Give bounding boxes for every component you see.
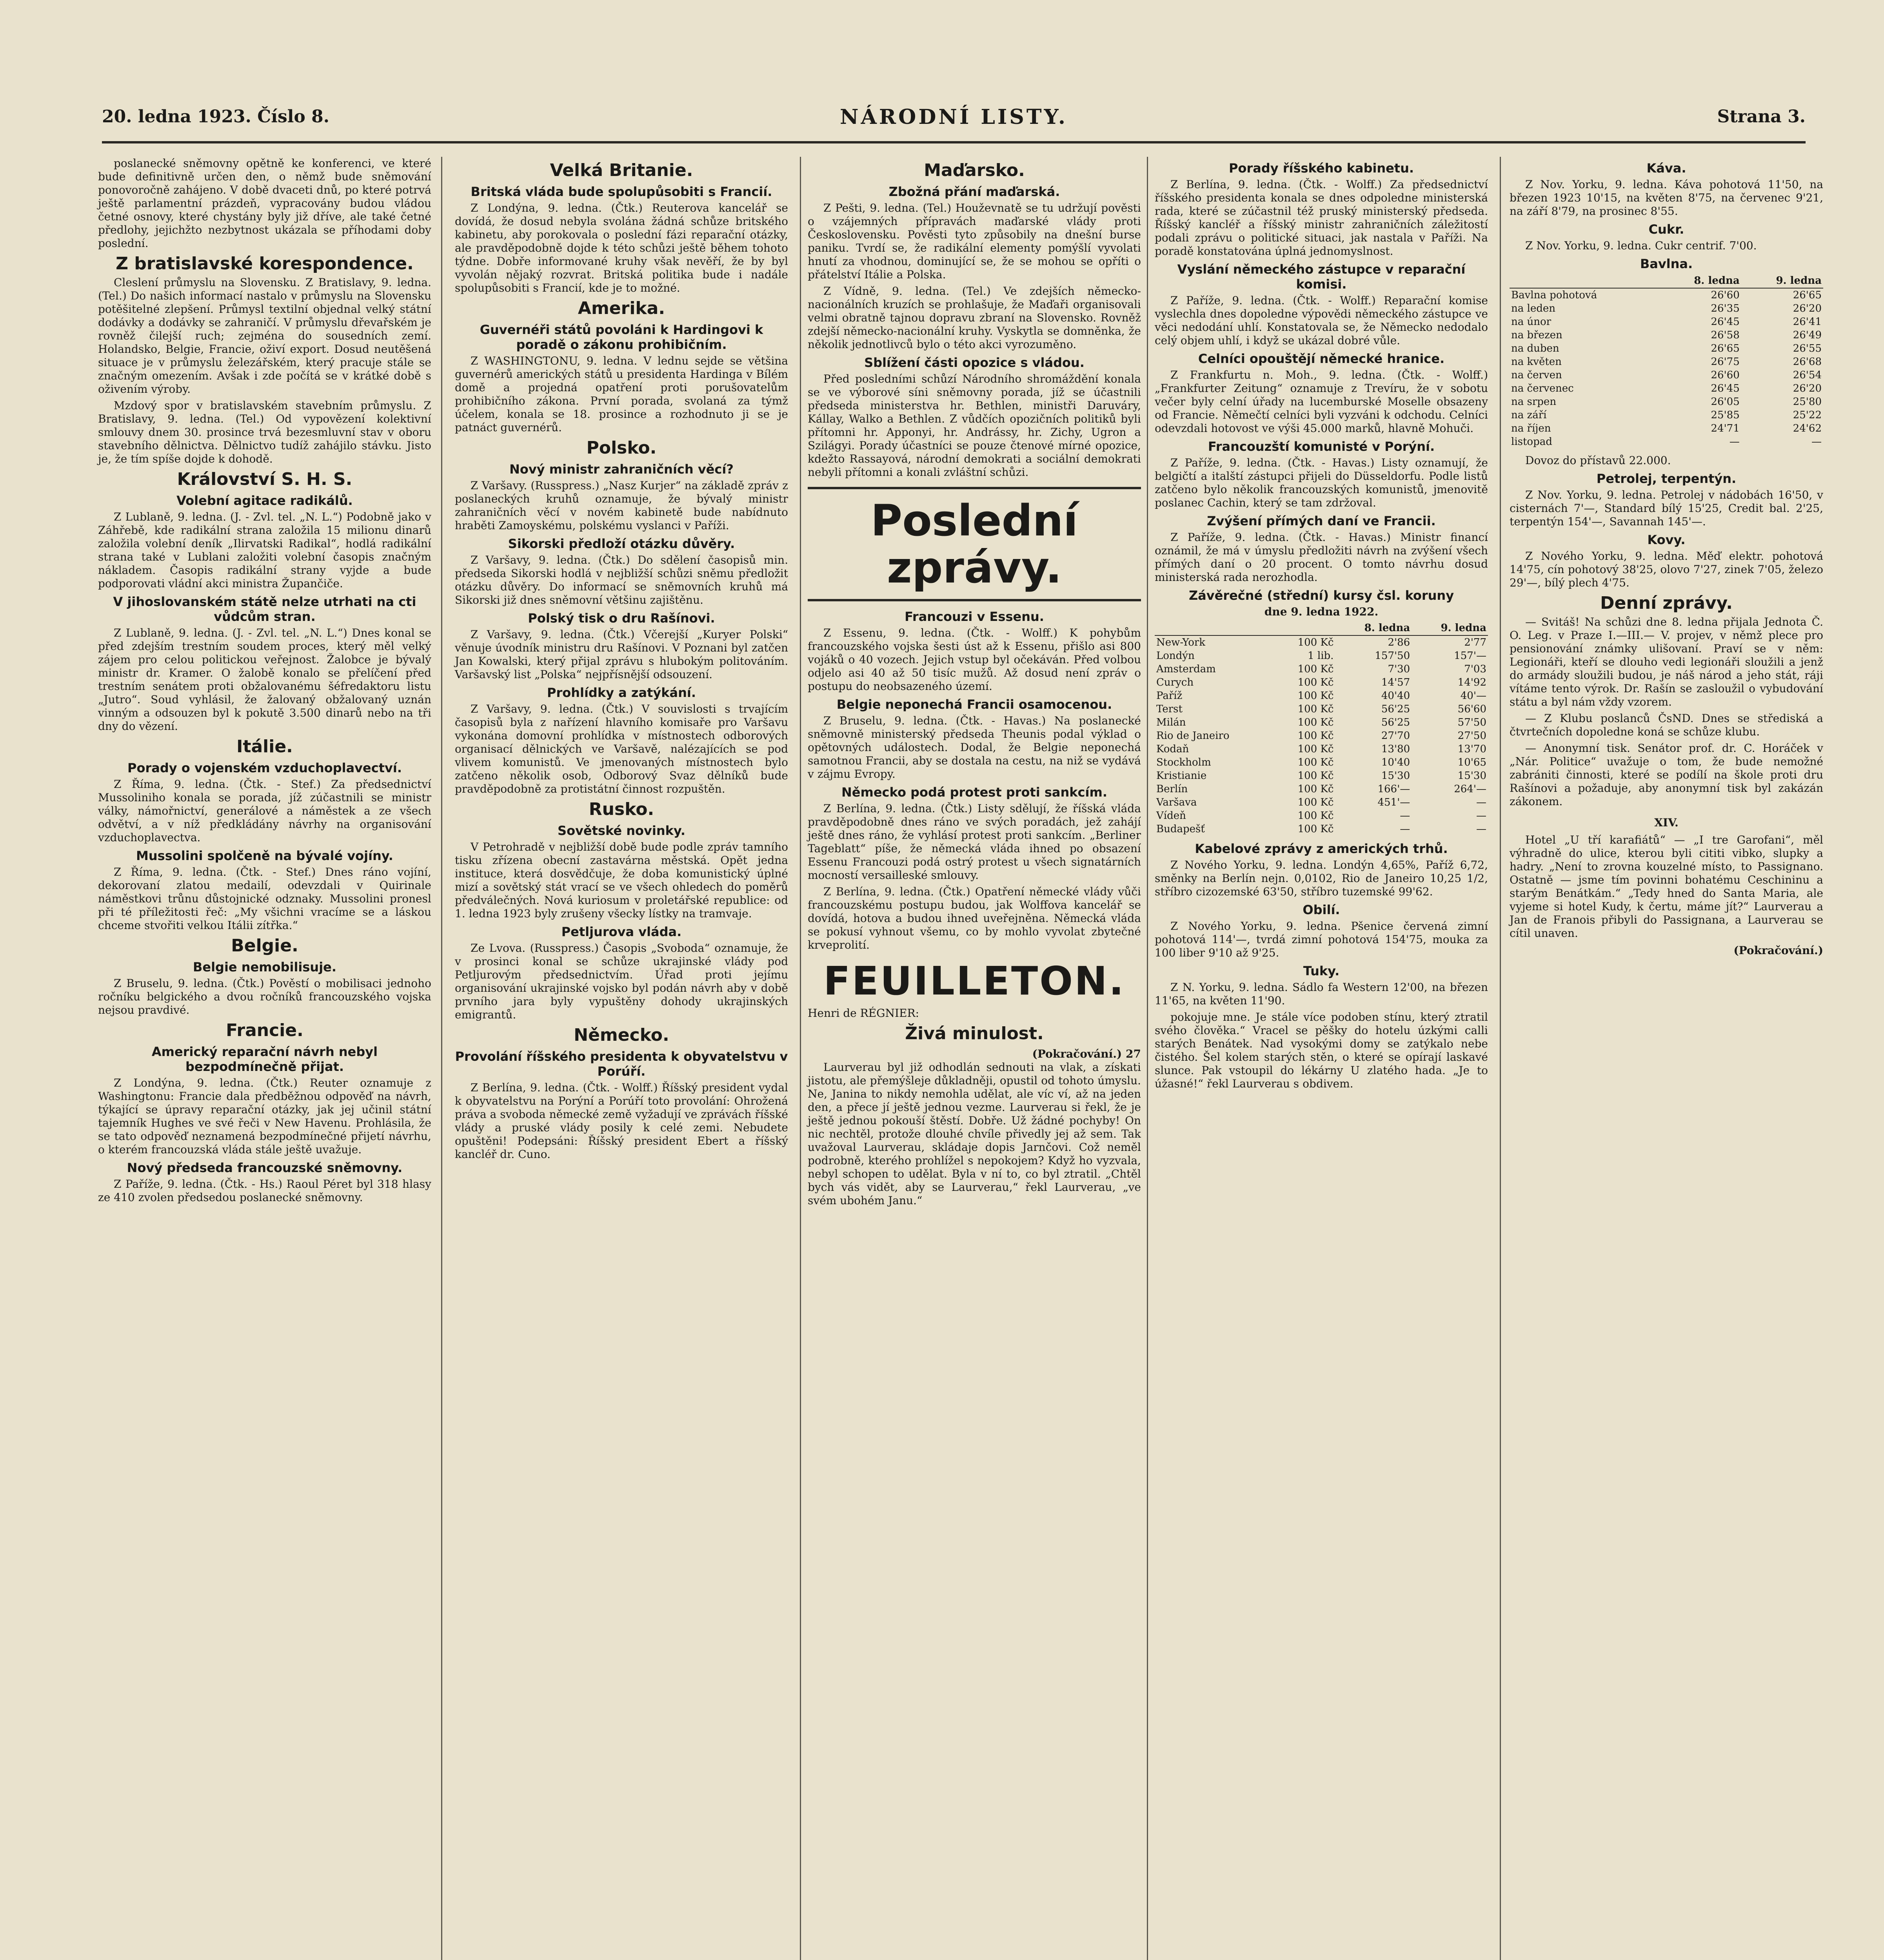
section-heading: Amerika. <box>578 298 665 318</box>
article-text: Z Varšavy, 9. ledna. (Čtk.) Do sdělení časopisů min. předseda Sikorski hodlá v nejbližší schůzi sněmu předložit otázku důvěry. Do informací se sněmovních kruhů má Sikorski již dnes sněmovní většinu zajištěnu. <box>455 554 788 606</box>
article-text: Z Berlína, 9. ledna. (Čtk.) Opatření německé vlády vůči francouzskému postupu budou, jak Wolffova kancelář se dovídá, hotova a budou ihned uveřejněna. Německá vláda se pokusí vyhnout všemu, co by mohlo vyvolat zbytečné krveprolití. <box>808 885 1141 951</box>
article-text: Z Nov. Yorku, 9. ledna. Káva pohotová 11'50, na březen 1923 10'15, na květen 8'75, na červenec 9'21, na září 8'79, na prosinec 8'55. <box>1510 178 1823 218</box>
table-cell: 40'40 <box>1381 690 1410 702</box>
article-text: Z N. Yorku, 9. ledna. Sádlo fa Western 12'00, na březen 11'65, na květen 11'90. <box>1155 981 1488 1007</box>
table-cell: Bavlna pohotová <box>1511 289 1597 301</box>
table-cell: 24'71 <box>1711 423 1740 434</box>
article-heading: Zvýšení přímých daní ve Francii. <box>1207 514 1436 528</box>
article-heading: Závěrečné (střední) kursy čsl. koruny <box>1188 588 1454 603</box>
table-cell: 26'35 <box>1711 303 1740 314</box>
table-cell: Londýn <box>1156 650 1195 662</box>
article-heading: Volební agitace radikálů. <box>176 493 353 508</box>
table-cell: 56'60 <box>1457 703 1486 715</box>
article-text: Z Nov. Yorku, 9. ledna. Cukr centrif. 7'00. <box>1525 239 1757 252</box>
table-cell: listopad <box>1511 436 1552 448</box>
table-cell: na červenec <box>1511 383 1574 394</box>
article-text: Z Paříže, 9. ledna. (Čtk. - Havas.) Listy oznamují, že belgičtí a italští zástupci přijeli do Düsseldorfu. Podle listů zatčeno bylo několik francouzských komunistů, jmenovitě poslanec Cachin, který se tam zdržoval. <box>1155 456 1488 509</box>
table-cell: — <box>1400 823 1410 835</box>
table-cell: 100 Kč <box>1297 823 1334 835</box>
feuilleton-text: Hotel „U tří karafiátů“ — „I tre Garofani“, měl výhradně do ulice, kterou byli cititi vibko, slupky a hadry. „Není to zrovna kouzelné místo, to Passignano. Ostatně — jsme tím povinni bohatému Ceschininu a starým Benátkám.“ „Tedy hned do Santa Maria, ale vyjeme si hotel Kudy, k čertu, máme jít?“ Laurverau a Jan de Franois přibyli do Passignana, a Laurverau se cítil unaven. <box>1510 833 1823 940</box>
table-cell: 100 Kč <box>1297 717 1334 728</box>
table-cell: na září <box>1511 409 1547 421</box>
table-cell: — <box>1476 797 1486 808</box>
table-cell: Curych <box>1156 677 1194 688</box>
article-heading: Francouzští komunisté v Porýní. <box>1208 439 1435 454</box>
cotton-price-row <box>1510 302 1823 315</box>
article-text: Cleslení průmyslu na Slovensku. Z Bratislavy, 9. ledna. (Tel.) Do našich informací nastalo v průmyslu na Slovensku potěšitelné zlepšení. Průmysl textilní objednal velký státní dodávky a dodávky se zahraničí. V průmyslu dřevařském je rovněž čilejší ruch; zejména do sousedních zemí. Holandsko, Belgie, Francie, oživí export. Dosud neutěšená situace je v průmyslu železářském, který pracuje stále se značným omezením. Avšak i zde počítá se v krátké době s oživením výroby. <box>98 276 431 396</box>
column-5 <box>1510 157 1823 957</box>
cotton-price-row <box>1510 342 1823 355</box>
table-cell: na srpen <box>1511 396 1557 408</box>
table-cell: na leden <box>1511 303 1555 314</box>
table-header-cell: 9. ledna <box>1412 621 1488 635</box>
table-cell: 56'25 <box>1381 703 1410 715</box>
article-heading: Sovětské novinky. <box>558 823 685 838</box>
column-rule <box>441 157 442 1960</box>
table-cell: 157'— <box>1454 650 1486 662</box>
issue-date: 20. ledna 1923. Číslo 8. <box>102 107 330 127</box>
table-cell: 26'58 <box>1711 329 1740 341</box>
continuation-note: (Pokračování.) <box>1733 944 1823 957</box>
table-cell: 100 Kč <box>1297 743 1334 755</box>
page-number: Strana 3. <box>1717 107 1806 127</box>
table-cell: 26'45 <box>1711 316 1740 328</box>
table-cell: Berlín <box>1156 783 1188 795</box>
article-text: Ze Lvova. (Russpress.) Časopis „Svoboda“ oznamuje, že v prosinci konal se schůze ukrajinské vlády pod Petljurovým předsednictvím. Úřad proti jejímu organisování ukrajinské vojsko byl podán návrh aby v době prvního jara byly vypuštěny dohody ukrajinských emigrantů. <box>455 942 788 1021</box>
cotton-price-row <box>1510 422 1823 435</box>
article-heading: Vyslání německého zástupce v reparační komisi. <box>1177 262 1466 292</box>
exchange-rate-row <box>1155 822 1488 836</box>
section-heading: Německo. <box>574 1025 669 1045</box>
article-text: — Svitáš! Na schůzi dne 8. ledna přijala Jednota Č. O. Leg. v Praze I.—III.— V. projev, v němž plece pro pensionování známky ulišovaní. Praví se v něm: Legionáři, kteří se dlouho vedi legionáři sloužili a jenž do armády sloužili budou, je náš národ a jeho stát, ráji vítáme tento výrok. Dr. Rašín se zasloužil o vybudování státu a byl nám vždy vzorem. <box>1510 615 1823 708</box>
article-heading: Káva. <box>1646 161 1686 176</box>
article-heading: Petljurova vláda. <box>561 924 682 939</box>
section-heading: Belgie. <box>231 936 298 956</box>
column-4 <box>1155 157 1488 1094</box>
table-cell: 27'50 <box>1457 730 1486 742</box>
table-header-cell: 8. ledna <box>1659 274 1741 288</box>
feuilleton-text: pokojuje mne. Je stále více podoben stínu, který ztratil svého člověka.“ Vracel se pěšky do hotelu úzkými calli starých Benátek. Nad vysokými domy se zatýkalo nebe čistého. Šel kolem starých stěn, o které se opírají laskavé slunce. Pak vstoupil do lékárny U zlatého hada. „Je to úžasné!“ řekl Laurverau s obdivem. <box>1155 1011 1488 1090</box>
cotton-price-row <box>1510 355 1823 368</box>
section-heading: Z bratislavské korespondence. <box>116 254 414 274</box>
table-cell: 26'49 <box>1793 329 1822 341</box>
article-text: Z Nového Yorku, 9. ledna. Pšenice červená zimní pohotová 114'—, tvrdá zimní pohotová 154'75, mouka za 100 liber 9'10 až 9'25. <box>1155 920 1488 959</box>
exchange-rate-row <box>1155 809 1488 822</box>
article-text: Z Berlína, 9. ledna. (Čtk.) Listy sdělují, že říšská vláda pravděpodobně dnes ráno ve svých poradách, jež zahájí ještě dnes ráno, že vyhlásí protest proti sankcím. „Berliner Tageblatt“ píše, že německá vláda ihned po obsazení Essenu Francouzi podá ostrý protest u všech signatárních mocností versailleské smlouvy. <box>808 802 1141 882</box>
table-cell: 25'22 <box>1793 409 1822 421</box>
table-cell: New-York <box>1156 637 1206 648</box>
article-heading: Obilí. <box>1303 902 1340 917</box>
article-text: Z Londýna, 9. ledna. (Čtk.) Reuterova kancelář se dovídá, že dosud nebyla svolána žádná schůze britského kabinetu, aby porokovala o poslední fázi reparační otázky, ale pravděpodobně dojde k této schůzi ještě během tohoto týdne. Dobře informované kruhy však nevěří, že by byl vyvolán nějaký rozvrat. Britská politika bude i nadále spolupůsobiti s Francií, kde je to možné. <box>455 201 788 294</box>
exchange-rate-row <box>1155 769 1488 782</box>
table-cell: na červen <box>1511 369 1562 381</box>
table-header-cell: 8. ledna <box>1335 621 1412 635</box>
article-text: poslanecké sněmovny opětně ke konferenci, ve které bude definitivně určen den, o němž bude sněmování ponovoročně zahájeno. V době dvaceti dnů, po které potrvá ještě parlamentní prázdeň, vypracovány budou vládou četné osnovy, které chystány byly již dříve, ale také četné předlohy, jejichžto nezbytnost ukázala se příhodami doby poslední. <box>98 157 431 250</box>
article-heading: Francouzi v Essenu. <box>905 609 1044 624</box>
table-cell: 100 Kč <box>1297 690 1334 702</box>
table-cell: 166'— <box>1377 783 1410 795</box>
table-cell: 26'75 <box>1711 356 1740 368</box>
table-cell: 26'55 <box>1793 343 1822 354</box>
article-text: Z Varšavy, 9. ledna. (Čtk.) Včerejší „Kuryer Polski“ věnuje úvodník ministru dru Rašínovi. V Poznani byl zatčen Jan Kowalski, který přijal zprávu s hlubokým politováním. Varšavský list „Polska“ nejpřísnější odsouzení. <box>455 628 788 681</box>
exchange-rate-row <box>1155 689 1488 702</box>
article-text: — Anonymní tisk. Senátor prof. dr. C. Horáček v „Nár. Politice“ uvažuje o tom, že bude nemožné zabrániti činnosti, které se podílí na škole proti dru Rašínovi a požaduje, aby anonymní tisk byl zakázán zákonem. <box>1510 742 1823 808</box>
article-heading: Kovy. <box>1647 532 1686 547</box>
table-cell: Kristianie <box>1156 770 1207 782</box>
table-cell: 2'77 <box>1464 637 1486 648</box>
table-cell: 26'54 <box>1793 369 1822 381</box>
table-header-cell: 9. ledna <box>1741 274 1823 288</box>
table-cell: na říjen <box>1511 423 1551 434</box>
table-cell: 14'92 <box>1457 677 1486 688</box>
article-heading: Guvernéři států povoláni k Hardingovi k poradě o zákonu prohibičním. <box>480 322 763 352</box>
exchange-rate-row <box>1155 729 1488 742</box>
article-text: Z Vídně, 9. ledna. (Tel.) Ve zdejších německo-nacionálních kruzích se prohlašuje, že Maďaři organisovali velmi obratně tajnou dopravu zbraní na Slovensko. Rovněž zdejší německo-nacionální kruhy. Vyskytla se domněnka, že několik jednotlivců bylo o této akci vyrozuměno. <box>808 285 1141 351</box>
article-heading: Americký reparační návrh nebyl bezpodmínečně přijat. <box>151 1044 378 1074</box>
table-cell: — <box>1476 810 1486 822</box>
table-cell: Kodaň <box>1156 743 1189 755</box>
exchange-rate-row <box>1155 796 1488 809</box>
exchange-rate-row <box>1155 649 1488 662</box>
article-heading: Celníci opouštějí německé hranice. <box>1198 351 1445 366</box>
article-text: Z Říma, 9. ledna. (Čtk. - Stef.) Za předsednictví Mussoliniho konala se porada, jíž zúčastnili se ministr války, námořnictví, generálové a náměstek a ze všech odvětví, a v níž předkládány návrhy na organisování vzduchoplavectva. <box>98 778 431 844</box>
feuilleton-continuation: (Pokračování.) 27 <box>1032 1047 1141 1060</box>
article-heading: Nový ministr zahraničních věcí? <box>509 462 734 477</box>
article-text: Z WASHINGTONU, 9. ledna. V lednu sejde se většina guvernérů amerických států u presidenta Hardinga v Bílém domě a projedná opatření proti porušovatelům prohibičního zákona. První porada, svolaná za týmž účelem, konala se 18. prosince a rozhodnuto ji se je patnáct guvernérů. <box>455 354 788 434</box>
exchange-rate-row <box>1155 676 1488 689</box>
article-heading: Německo podá protest proti sankcím. <box>841 785 1107 800</box>
table-cell: Varšava <box>1156 797 1197 808</box>
article-text: Z Varšavy, 9. ledna. (Čtk.) V souvislosti s trvajícím časopisů byla z nařízení hlavního komisaře pro Varšavu vykonána domovní prohlídka v místnostech odborových organisací dělnických ve Varšavě, nalézajících se pod vlivem komunistů. Ve jmenovaných místnostech bylo zatčeno několik osob, Odborový Svaz dělníků bude pravděpodobně za protistátní činnost rozpuštěn. <box>455 702 788 795</box>
article-text: Před posledními schůzí Národního shromáždění konala se ve výborové síni sněmovny porada, jíž se účastnili předseda ministerstva hr. Bethlen, ministři Daruváry, Kállay, Walko a Bethlen. Z vůdčích opozičních politiků byli přítomni hr. Apponyi, hr. Andrássy, hr. Zichy, Ugron a Szilágyi. Porady účastníci se pouze čtenové mírné opozice, kdežto Rassayová, národní demokrati a sociální demokrati nebyli přítomni a konali zvláštní schůzi. <box>808 372 1141 479</box>
table-cell: Rio de Janeiro <box>1156 730 1230 742</box>
section-heading: Itálie. <box>236 737 293 757</box>
table-cell: na únor <box>1511 316 1552 328</box>
table-cell: 100 Kč <box>1297 797 1334 808</box>
article-heading: Sblížení části opozice s vládou. <box>864 355 1085 370</box>
table-cell: 24'62 <box>1793 423 1822 434</box>
cotton-price-row <box>1510 288 1823 302</box>
table-cell: 26'05 <box>1711 396 1740 408</box>
article-heading: Britská vláda bude spolupůsobiti s Francií. <box>471 184 772 199</box>
table-cell: 451'— <box>1377 797 1410 808</box>
article-heading: Cukr. <box>1648 222 1684 237</box>
table-cell: 157'50 <box>1375 650 1410 662</box>
article-heading: Prohlídky a zatýkání. <box>547 685 696 700</box>
table-cell: na březen <box>1511 329 1562 341</box>
article-heading: V jihoslovanském státě nelze utrhati na cti vůdcům stran. <box>113 594 416 624</box>
exchange-rate-row <box>1155 782 1488 796</box>
exchange-rate-row <box>1155 635 1488 649</box>
masthead <box>102 98 1806 143</box>
article-text: Z Lublaně, 9. ledna. (J. - Zvl. tel. „N. L.“) Podobně jako v Záhřebě, kde radikální strana založila 15 milionu dinarů založila volební deník „Ilirvatski Radikal“, hodlá radikální strana také v Lublani založiti volební časopis značným nákladem. Časopis radikální strany vyjde a bude podporovati vládní akci ministra Župančiče. <box>98 510 431 590</box>
column-rule <box>800 157 801 1960</box>
table-cell: 14'57 <box>1381 677 1410 688</box>
table-cell: 26'20 <box>1793 383 1822 394</box>
table-header-cell <box>1510 274 1659 288</box>
article-heading: Polský tisk o dru Rašínovi. <box>528 611 715 626</box>
feuilleton-text: Laurverau byl již odhodlán sednouti na vlak, a získati jistotu, ale přemýšleje důkladněji, opustil od tohoto úmyslu. Ne, Janina to nikdy nemohla udělat, ale víc ví, až na jeden den, a přece jí ještě jednou vezme. Laurverau si řekl, že je ještě jednou pokouší štěstí. Dobře. Už žádné pochyby! On nic nechtěl, protože dlouhé chvíle přivedly jej až sem. Tak uvažoval Laurverau, skládaje dopis Jarnčovi. Což neměl podrobně, kterého prohlížel s nepokojem? Když ho vyzvala, nebyl schopen to udělat. Byla v ní to, co byl ztratil. „Chtěl bych vás vidět, aby se Laurverau,“ řekl Laurverau, „ve svém ubohém Janu.“ <box>808 1061 1141 1207</box>
article-text: Z Frankfurtu n. Moh., 9. ledna. (Čtk. - Wolff.) „Frankfurter Zeitung“ oznamuje z Trevíru, že v sobotu večer byly celní úřady na lucemburské Moselle obsazeny od Francie. Němečtí celníci byli vyzváni k odchodu. Celníci odevzdali hotovost ve výši 45.000 marků, hlavně Mohuči. <box>1155 368 1488 435</box>
table-cell: 26'68 <box>1793 356 1822 368</box>
latest-news-heading: Poslední zprávy. <box>808 487 1141 601</box>
table-cell: 26'60 <box>1711 369 1740 381</box>
feuilleton-heading: FEUILLETON. <box>823 958 1125 1004</box>
table-cell: 10'65 <box>1457 757 1486 768</box>
table-cell: 56'25 <box>1381 717 1410 728</box>
article-text: Z Essenu, 9. ledna. (Čtk. - Wolff.) K pohybům francouzského vojska šesti úst až k Essenu, přišlo asi 800 vojáků o 40 vozech. Jejich vstup byl očekáván. Před volbou odjelo asi 40 až 50 tisíc mužů. Až dosud není zpráv o postupu do neobsazeného území. <box>808 626 1141 693</box>
table-cell: — <box>1400 810 1410 822</box>
section-heading: Francie. <box>226 1020 303 1040</box>
section-heading: Polsko. <box>586 438 657 458</box>
article-heading: Porady říšského kabinetu. <box>1228 161 1414 176</box>
article-text: Z Paříže, 9. ledna. (Čtk. - Havas.) Ministr financí oznámil, že má v úmyslu předložiti návrh na zvýšení všech přímých daní o 20 procent. O tomto návrhu dosud ministerská rada nerozhodla. <box>1155 531 1488 584</box>
table-cell: 100 Kč <box>1297 663 1334 675</box>
cotton-price-row <box>1510 368 1823 382</box>
table-cell: 100 Kč <box>1297 757 1334 768</box>
chapter-number: XIV. <box>1654 816 1679 829</box>
section-heading: Království S. H. S. <box>177 469 352 489</box>
section-heading: Denní zprávy. <box>1600 593 1733 613</box>
article-heading: Petrolej, terpentýn. <box>1596 471 1737 486</box>
table-cell: — <box>1811 436 1822 448</box>
article-text: — Z Klubu poslanců ČsND. Dnes se střediská a čtvrtečních dopoledne koná se schůze klubu. <box>1510 712 1823 738</box>
table-cell: 13'80 <box>1381 743 1410 755</box>
table-cell: Paříž <box>1156 690 1183 702</box>
table-cell: 27'70 <box>1381 730 1410 742</box>
exchange-date: dne 9. ledna 1922. <box>1264 605 1379 618</box>
cotton-price-table <box>1510 274 1823 448</box>
table-header-cell <box>1274 621 1335 635</box>
article-heading: Belgie neponechá Francii osamocenou. <box>836 697 1112 712</box>
newspaper-title: NÁRODNÍ LISTY. <box>839 105 1068 129</box>
table-cell: 7'03 <box>1464 663 1486 675</box>
column-3 <box>808 157 1141 1210</box>
article-text: Z Paříže, 9. ledna. (Čtk. - Hs.) Raoul Péret byl 318 hlasy ze 410 zvolen předsedou poslanecké sněmovny. <box>98 1178 431 1204</box>
article-heading: Belgie nemobilisuje. <box>193 960 337 975</box>
exchange-rate-row <box>1155 716 1488 729</box>
table-cell: na květen <box>1511 356 1562 368</box>
article-text: Z Pešti, 9. ledna. (Tel.) Houževnatě se tu udržují pověsti o vzájemných přípravách maďarské vlády proti Československu. Pověsti tyto způsobily na dnešní burse paniku. Tvrdí se, že radikální elementy pomýšlí vyvolati hnutí za vhodnou, dominující se, že se mohou se opříti o přátelství Itálie a Polska. <box>808 201 1141 281</box>
section-heading: Velká Britanie. <box>550 160 693 180</box>
table-cell: na duben <box>1511 343 1559 354</box>
table-cell: Milán <box>1156 717 1186 728</box>
column-rule <box>1147 157 1148 1960</box>
table-cell: 10'40 <box>1381 757 1410 768</box>
article-text: V Petrohradě v nejbližší době bude podle zpráv tamního tisku zřízena obecní zastavárna městská. Opět jedna instituce, která dosvědčuje, že doba komunistický úplné mizí a sovětský stát vrací se ve všech ohledech do poměrů předválečných. Nová kuriosum v proletářské republice: od 1. ledna 1923 byly zrušeny všecky lístky na tramvaje. <box>455 840 788 920</box>
column-1 <box>98 157 431 1207</box>
table-cell: 26'20 <box>1793 303 1822 314</box>
article-heading: Tuky. <box>1303 964 1340 978</box>
exchange-rate-row <box>1155 756 1488 769</box>
table-cell: 40'— <box>1460 690 1486 702</box>
article-text: Z Říma, 9. ledna. (Čtk. - Stef.) Dnes ráno vojíní, dekorovaní zlatou medailí, odevzdali v Quirinale náměstkovi trůnu důstojnické odznaky. Mussolini pronesl při té příležitosti řeč: „My všichni vracíme se a láskou chceme stvořiti velkou Itálii zítřka.“ <box>98 866 431 932</box>
table-cell: 100 Kč <box>1297 703 1334 715</box>
article-text: Z Varšavy. (Russpress.) „Nasz Kurjer“ na základě zpráv z poslaneckých kruhů oznamuje, že bývalý ministr zahraničních věcí v novém kabinetě bude nabídnuto hraběti Zamoyskému, polskému vyslanci v Paříži. <box>455 479 788 532</box>
table-cell: Budapešť <box>1156 823 1205 835</box>
table-cell: 26'41 <box>1793 316 1822 328</box>
article-text: Z Paříže, 9. ledna. (Čtk. - Wolff.) Reparační komise vyslechla dnes dopoledne výpovědi německého zástupce ve věci nedodání uhlí. Konstatovala se, že Německo nedodalo celý objem uhlí, i když se ukázal dobré vůle. <box>1155 294 1488 347</box>
cotton-price-row <box>1510 408 1823 422</box>
table-cell: 100 Kč <box>1297 677 1334 688</box>
article-text: Z Londýna, 9. ledna. (Čtk.) Reuter oznamuje z Washingtonu: Francie dala předběžnou odpověď na návrh, týkající se úpravy reparační otázky, jak jej učinil státní tajemník Hughes ve své řeči v New Havenu. Prohlásila, že se tato odpověď neznamená bezpodmínečné přijetí návrhu, o kterém francouzská vláda stále ještě uvažuje. <box>98 1076 431 1156</box>
feuilleton-title: Živá minulost. <box>905 1024 1044 1044</box>
table-cell: 25'85 <box>1711 409 1740 421</box>
feuilleton-author: Henri de RÉGNIER: <box>808 1007 919 1020</box>
table-cell: Stockholm <box>1156 757 1211 768</box>
article-text: Z Berlína, 9. ledna. (Čtk. - Wolff.) Za předsednictví říšského presidenta konala se dnes odpoledne ministerská rada, které se zúčastnil též pruský ministerský předseda. Říšský kancléř a říšský ministr zahraničních záležitostí podali zprávu o politické situaci, jak nastala v Paříži. Na poradě konstatována úplná jednomyslnost. <box>1155 178 1488 258</box>
article-heading: Mussolini spolčeně na bývalé vojíny. <box>136 848 393 863</box>
cotton-price-row <box>1510 315 1823 328</box>
table-cell: 26'60 <box>1711 289 1740 301</box>
table-cell: 100 Kč <box>1297 770 1334 782</box>
table-cell: 7'30 <box>1388 663 1410 675</box>
article-heading: Provolání říšského presidenta k obyvatelstvu v Porúří. <box>455 1049 788 1079</box>
section-heading: Maďarsko. <box>924 160 1025 180</box>
article-text: Z Berlína, 9. ledna. (Čtk. - Wolff.) Říšský president vydal k obyvatelstvu na Porýní a Porúří toto provolání: Ohrožená práva a svoboda německé země vyžadují ve zprávách říšské vlády a pruské vlády posily k celé zemi. Nebudete opuštěni! Podepsáni: Říšský president Ebert a říšský kancléř dr. Cuno. <box>455 1081 788 1161</box>
table-cell: 13'70 <box>1457 743 1486 755</box>
article-heading: Porady o vojenském vzduchoplavectví. <box>127 760 402 775</box>
article-text: Z Lublaně, 9. ledna. (J. - Zvl. tel. „N. L.“) Dnes konal se před zdejším trestním soudem proces, který měl velký zájem pro celou politickou veřejnost. Žalobce je bývalý ministr dr. Kramer. O žalobě konalo se přelíčení před trestním senátem proti obžalovanému šéfredaktoru listu „Jutro“. Soud vyhlásil, že žalovaný obžalovaný uznán vinným a odsouzen byl k pokutě 3.500 dinarů nebo na tři dny do vězení. <box>98 626 431 733</box>
table-cell: 264'— <box>1454 783 1486 795</box>
table-cell: 25'80 <box>1793 396 1822 408</box>
exchange-rate-row <box>1155 702 1488 716</box>
table-cell: 15'30 <box>1457 770 1486 782</box>
cotton-price-row <box>1510 395 1823 408</box>
cotton-price-row <box>1510 328 1823 342</box>
article-text: Dovoz do přístavů 22.000. <box>1525 454 1671 467</box>
cotton-price-row <box>1510 435 1823 448</box>
table-cell: 15'30 <box>1381 770 1410 782</box>
column-2 <box>455 157 788 1164</box>
section-heading: Rusko. <box>589 799 654 819</box>
table-cell: 100 Kč <box>1297 783 1334 795</box>
exchange-rate-row <box>1155 662 1488 676</box>
table-cell: 57'50 <box>1457 717 1486 728</box>
cotton-price-row <box>1510 382 1823 395</box>
table-cell: 26'45 <box>1711 383 1740 394</box>
table-cell: Vídeň <box>1156 810 1186 822</box>
article-text: Z Nového Yorku, 9. ledna. Londýn 4,65%, Paříž 6,72, směnky na Berlín nejn. 0,0102, Rio de Janeiro 10,25 1/2, stříbro cizozemské 63'50, stříbro tuzemské 99'62. <box>1155 858 1488 898</box>
table-cell: — <box>1476 823 1486 835</box>
table-cell: Terst <box>1156 703 1183 715</box>
article-heading: Zbožná přání maďarská. <box>888 184 1060 199</box>
article-heading: Nový předseda francouzské sněmovny. <box>127 1160 403 1175</box>
table-cell: 100 Kč <box>1297 810 1334 822</box>
exchange-rate-row <box>1155 742 1488 756</box>
article-text: Z Bruselu, 9. ledna. (Čtk. - Havas.) Na poslanecké sněmovně ministerský předseda Theunis podal výklad o opětovných událostech. Dodal, že Belgie neponechá samotnou Francii, aby se dostala na cestu, na niž se vydává v zájmu Evropy. <box>808 714 1141 780</box>
table-cell: 100 Kč <box>1297 730 1334 742</box>
article-text: Z Bruselu, 9. ledna. (Čtk.) Pověstí o mobilisaci jednoho ročníku belgického a dvou ročníků francouzského vojska nejsou pravdivé. <box>98 977 431 1016</box>
article-text: Z Nového Yorku, 9. ledna. Měď elektr. pohotová 14'75, cín pohotový 38'25, olovo 7'27, zinek 7'05, železo 29'—, bílý plech 4'75. <box>1510 550 1823 589</box>
article-text: Mzdový spor v bratislavském stavebním průmyslu. Z Bratislavy, 9. ledna. (Tel.) Od vypovězení kolektivní smlouvy dnem 30. prosince trvá bezesmluvní stav v oboru stavebního dělnictva. Dělnictvo tudíž zahájilo stávku. Jisto je, že tím spíše dojde k dohodě. <box>98 399 431 465</box>
table-cell: 2'86 <box>1388 637 1410 648</box>
column-rule <box>1500 157 1501 1960</box>
table-cell: 26'65 <box>1711 343 1740 354</box>
table-cell: Amsterdam <box>1156 663 1216 675</box>
table-cell: 1 lib. <box>1308 650 1334 662</box>
table-cell: 26'65 <box>1793 289 1822 301</box>
exchange-rate-table <box>1155 621 1488 836</box>
table-header-cell <box>1155 621 1274 635</box>
table-cell: 100 Kč <box>1297 637 1334 648</box>
table-cell: — <box>1729 436 1740 448</box>
article-heading: Kabelové zprávy z amerických trhů. <box>1195 841 1448 856</box>
article-heading: Bavlna. <box>1640 256 1693 271</box>
article-heading: Sikorski předloží otázku důvěry. <box>508 536 735 551</box>
article-text: Z Nov. Yorku, 9. ledna. Petrolej v nádobách 16'50, v cisternách 7'—, Standard bílý 15'25, Credit bal. 2'25, terpentýn 154'—, Savannah 145'—. <box>1510 488 1823 528</box>
